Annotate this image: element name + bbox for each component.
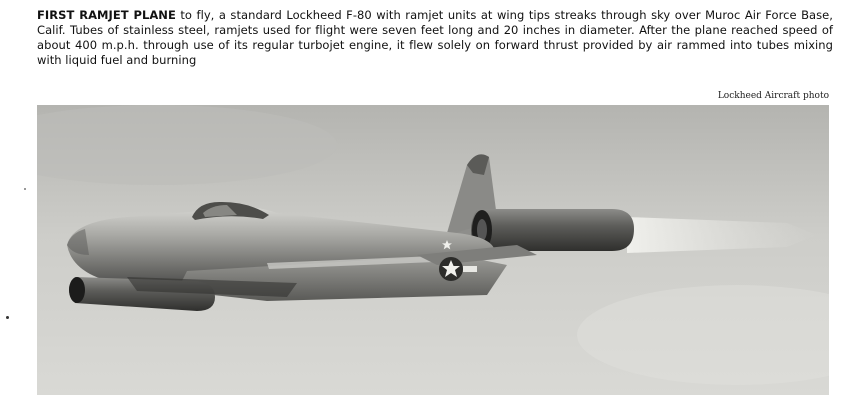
- photo-caption: [37, 8, 833, 68]
- f80-ramjet-illustration: [37, 105, 829, 395]
- print-speck: [6, 316, 9, 319]
- caption-body: to fly, a standard Lockheed F-80 with ramjet units at wing tips streaks through sky over Muroc Air Force Base, Calif. Tubes of stainless steel, ramjets used for flight were seven feet long and 20 inches in diameter. After the plane reached speed of about 400 m.p.h. through use of its regular turbojet engine, it flew solely on forward thrust provided by air rammed into tubes mixing with liquid fuel and burning: [37, 8, 834, 67]
- caption-lead: FIRST RAMJET PLANE: [37, 8, 176, 22]
- aircraft-photo: [37, 105, 829, 395]
- photo-credit: Lockheed Aircraft photo: [717, 91, 829, 101]
- right-ramjet-tube: [471, 209, 634, 251]
- print-speck-small: [24, 188, 26, 190]
